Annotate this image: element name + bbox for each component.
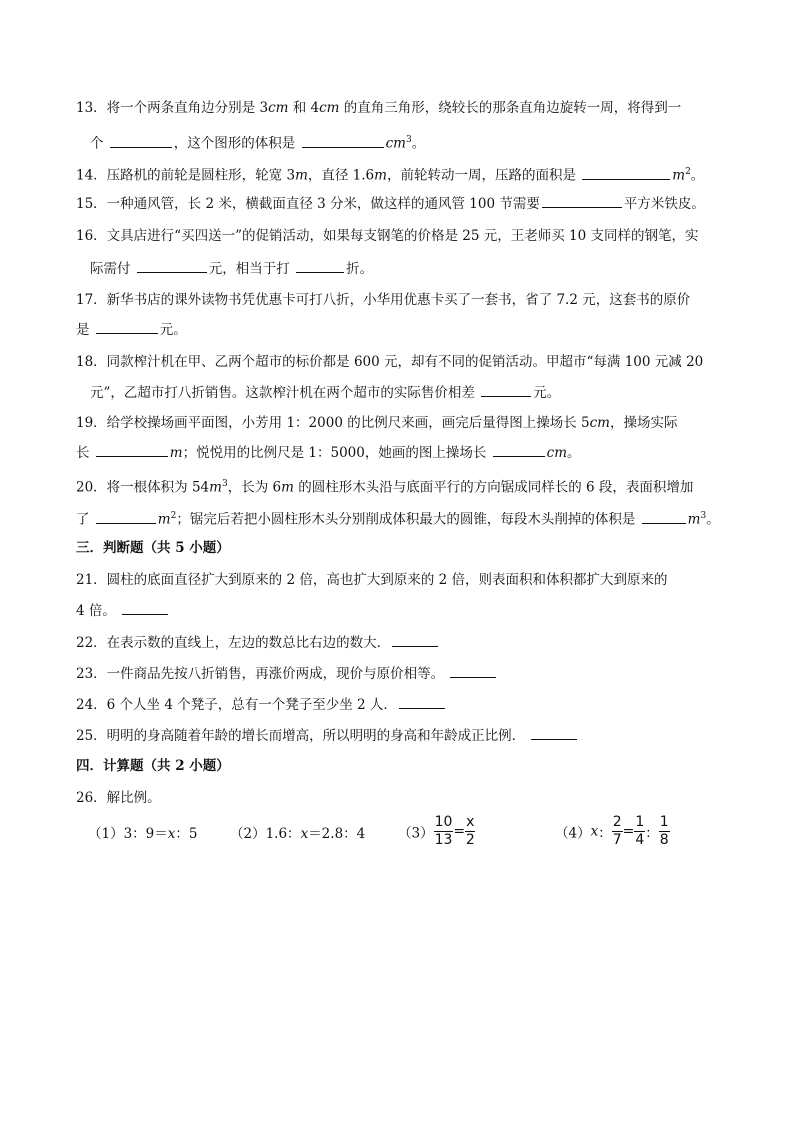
question-23: 23．一件商品先按八折销售，再涨价两成，现价与原价相等。 (76, 663, 498, 684)
question-25: 25．明明的身高随着年龄的增长而增高，所以明明的身高和年龄成正比例． (76, 725, 579, 746)
question-26-title: 26．解比例。 (76, 790, 161, 806)
question-24: 24．6 个人坐 4 个凳子，总有一个凳子至少坐 2 人． (76, 694, 447, 715)
question-19-line1: 19．给学校操场画平面图，小芳用 1：2000 的比例尺来画，画完后量得图上操场长 5cm，操场实际 (76, 415, 678, 431)
answer-blank[interactable] (642, 509, 686, 524)
question-15: 15．一种通风管，长 2 米，横截面直径 3 分米，做这样的通风管 100 节需要 平方米铁皮。 (76, 193, 705, 214)
question-16-line2: 际需付 元，相当于打 折。 (90, 258, 373, 279)
proportion-2: （2）1.6：x＝2.8：4 (230, 826, 366, 842)
answer-blank[interactable] (531, 725, 577, 740)
answer-blank[interactable] (493, 442, 545, 457)
question-17-line2: 是 元。 (76, 319, 187, 340)
answer-blank[interactable] (122, 600, 168, 615)
answer-blank[interactable] (96, 319, 158, 334)
question-14: 14．压路机的前轮是圆柱形，轮宽 3m，直径 1.6m，前轮转动一周，压路的面积是 $m^2$。 (76, 162, 704, 186)
section-4-heading: 四．计算题（共 2 小题） (76, 758, 230, 774)
answer-blank[interactable] (542, 193, 622, 208)
answer-blank[interactable] (110, 133, 172, 148)
answer-blank[interactable] (296, 258, 344, 273)
question-21-line2: 4 倍。 (76, 600, 170, 621)
question-20-line1: 20．将一根体积为 $54m^3$，长为 6m 的圆柱形木头沿与底面平行的方向锯成同样长的 6 段，表面积增加 (76, 479, 694, 496)
question-18-line1: 18．同款榨汁机在甲、乙两个超市的标价都是 600 元，却有不同的促销活动。甲超市“每满 100 元减 20 (76, 354, 704, 370)
answer-blank[interactable] (481, 382, 531, 397)
fraction: $\frac{1}{4}$ (635, 814, 645, 848)
answer-blank[interactable] (392, 632, 438, 647)
fraction: $\frac{x}{2}$ (465, 814, 475, 848)
answer-blank[interactable] (582, 165, 670, 180)
answer-blank[interactable] (96, 442, 168, 457)
question-18-line2: 元”，乙超市打八折销售。这款榨汁机在两个超市的实际售价相差 元。 (90, 382, 560, 403)
proportion-4: （4）x： $\frac{2}{7}$ = $\frac{1}{4}$ ： $\frac{1}{8}$ (555, 814, 669, 848)
answer-blank[interactable] (96, 509, 156, 524)
proportion-1: （1）3：9＝x：5 (88, 826, 198, 842)
question-13-line1: 13．将一个两条直角边分别是 3cm 和 4cm 的直角三角形，绕较长的那条直角边旋转一周，将得到一 (76, 100, 682, 116)
fraction: $\frac{2}{7}$ (612, 814, 622, 848)
section-3-heading: 三．判断题（共 5 小题） (76, 540, 230, 556)
fraction: $\frac{1}{8}$ (659, 814, 669, 848)
proportion-3: （3） $\frac{10}{13}$ = $\frac{x}{2}$ (398, 814, 475, 848)
answer-blank[interactable] (450, 663, 496, 678)
question-19-line2: 长 m；悦悦用的比例尺是 1：5000，她画的图上操场长 cm。 (76, 442, 581, 463)
answer-blank[interactable] (137, 258, 207, 273)
answer-blank[interactable] (399, 694, 445, 709)
question-13-line2: 个 ，这个图形的体积是 $cm^3$。 (90, 130, 425, 154)
question-20-line2: 了 $m^2$；锯完后若把小圆柱形木头分别削成体积最大的圆锥，每段木头削掉的体积是 $m^3$。 (76, 506, 720, 530)
question-22: 22．在表示数的直线上，左边的数总比右边的数大． (76, 632, 440, 653)
question-21-line1: 21．圆柱的底面直径扩大到原来的 2 倍，高也扩大到原来的 2 倍，则表面积和体积都扩大到原来的 (76, 572, 668, 588)
answer-blank[interactable] (302, 133, 384, 148)
question-17-line1: 17．新华书店的课外读物书凭优惠卡可打八折，小华用优惠卡买了一套书，省了 7.2 元，这套书的原价 (76, 292, 691, 308)
question-16-line1: 16．文具店进行“买四送一”的促销活动，如果每支钢笔的价格是 25 元，王老师买 10 支同样的钢笔，实 (76, 228, 699, 244)
fraction: $\frac{10}{13}$ (434, 814, 453, 848)
